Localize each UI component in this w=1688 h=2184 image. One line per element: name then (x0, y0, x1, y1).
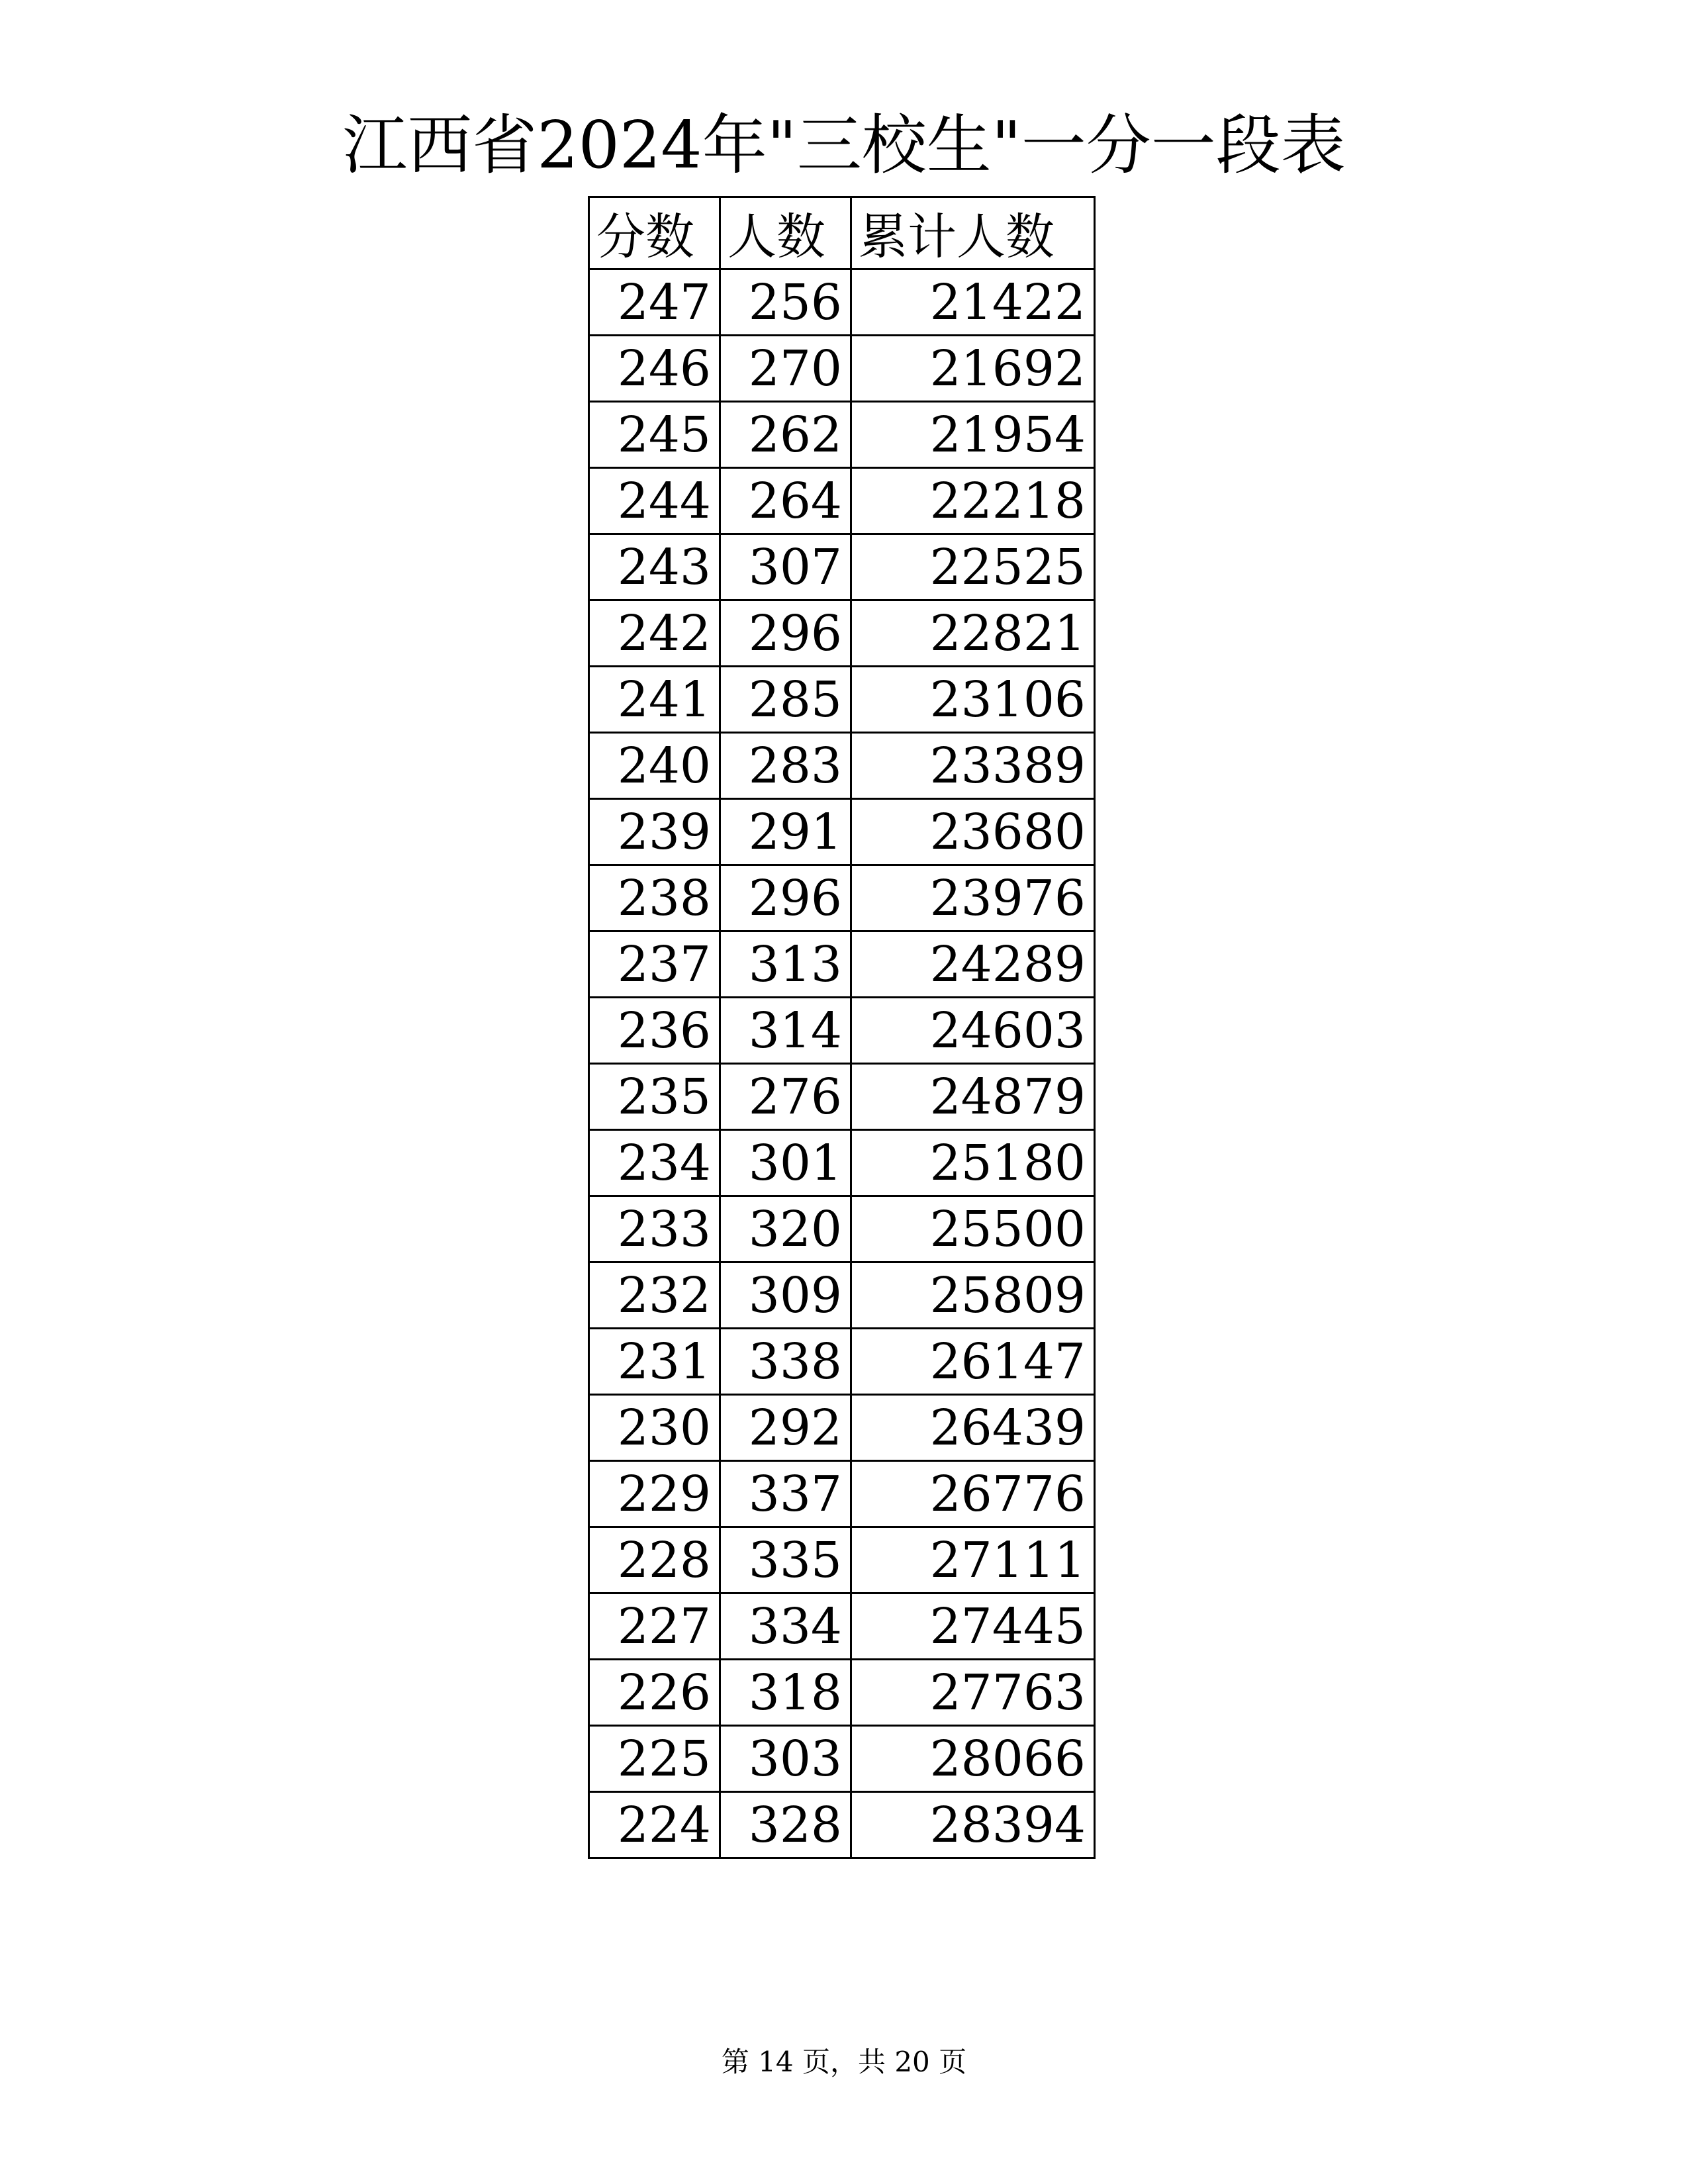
cumulative-cell: 27763 (851, 1660, 1095, 1726)
cumulative-cell: 27111 (851, 1527, 1095, 1593)
score-cell: 244 (589, 468, 720, 534)
score-cell: 240 (589, 733, 720, 799)
score-cell: 229 (589, 1461, 720, 1527)
count-cell: 291 (720, 799, 851, 865)
table-row (589, 733, 1095, 799)
cumulative-cell: 25809 (851, 1262, 1095, 1329)
table-row (589, 667, 1095, 733)
count-cell: 309 (720, 1262, 851, 1329)
page-footer: 第 14 页，共 20 页 (721, 2046, 967, 2078)
count-cell: 307 (720, 534, 851, 600)
cumulative-cell: 26776 (851, 1461, 1095, 1527)
count-cell: 338 (720, 1329, 851, 1395)
header-score: 分数 (589, 197, 720, 269)
score-cell: 225 (589, 1726, 720, 1792)
score-cell: 242 (589, 600, 720, 667)
cumulative-cell: 24879 (851, 1064, 1095, 1130)
cumulative-cell: 22218 (851, 468, 1095, 534)
header-cumulative: 累计人数 (851, 197, 1095, 269)
count-cell: 285 (720, 667, 851, 733)
count-cell: 283 (720, 733, 851, 799)
score-cell: 227 (589, 1593, 720, 1660)
table-row (589, 1395, 1095, 1461)
score-cell: 233 (589, 1196, 720, 1262)
score-cell: 247 (589, 269, 720, 336)
score-cell: 226 (589, 1660, 720, 1726)
cumulative-cell: 23680 (851, 799, 1095, 865)
table-row (589, 468, 1095, 534)
cumulative-cell: 23976 (851, 865, 1095, 931)
cumulative-cell: 26147 (851, 1329, 1095, 1395)
score-cell: 234 (589, 1130, 720, 1196)
table-row (589, 534, 1095, 600)
count-cell: 270 (720, 336, 851, 402)
count-cell: 262 (720, 402, 851, 468)
table-row (589, 1196, 1095, 1262)
score-cell: 235 (589, 1064, 720, 1130)
score-cell: 228 (589, 1527, 720, 1593)
count-cell: 313 (720, 931, 851, 998)
table-header-row (589, 197, 1095, 269)
score-cell: 246 (589, 336, 720, 402)
table-row (589, 1130, 1095, 1196)
table-row (589, 865, 1095, 931)
cumulative-cell: 24289 (851, 931, 1095, 998)
score-cell: 230 (589, 1395, 720, 1461)
score-cell: 224 (589, 1792, 720, 1858)
cumulative-cell: 24603 (851, 998, 1095, 1064)
count-cell: 296 (720, 865, 851, 931)
cumulative-cell: 23106 (851, 667, 1095, 733)
cumulative-cell: 21954 (851, 402, 1095, 468)
cumulative-cell: 28394 (851, 1792, 1095, 1858)
count-cell: 276 (720, 1064, 851, 1130)
cumulative-cell: 21422 (851, 269, 1095, 336)
score-cell: 238 (589, 865, 720, 931)
header-count: 人数 (720, 197, 851, 269)
cumulative-cell: 21692 (851, 336, 1095, 402)
page-title: 江西省2024年"三校生"一分一段表 (342, 108, 1346, 183)
table-row (589, 799, 1095, 865)
count-cell: 328 (720, 1792, 851, 1858)
table-row (589, 1593, 1095, 1660)
cumulative-cell: 28066 (851, 1726, 1095, 1792)
count-cell: 301 (720, 1130, 851, 1196)
count-cell: 334 (720, 1593, 851, 1660)
count-cell: 264 (720, 468, 851, 534)
table-row (589, 1660, 1095, 1726)
count-cell: 318 (720, 1660, 851, 1726)
count-cell: 320 (720, 1196, 851, 1262)
table-row (589, 402, 1095, 468)
table-row (589, 1262, 1095, 1329)
table-row (589, 931, 1095, 998)
score-cell: 231 (589, 1329, 720, 1395)
count-cell: 314 (720, 998, 851, 1064)
score-cell: 241 (589, 667, 720, 733)
count-cell: 337 (720, 1461, 851, 1527)
table-row (589, 998, 1095, 1064)
cumulative-cell: 25500 (851, 1196, 1095, 1262)
score-cell: 245 (589, 402, 720, 468)
count-cell: 303 (720, 1726, 851, 1792)
table-row (589, 600, 1095, 667)
table-row (589, 1527, 1095, 1593)
cumulative-cell: 22525 (851, 534, 1095, 600)
score-cell: 239 (589, 799, 720, 865)
cumulative-cell: 25180 (851, 1130, 1095, 1196)
table-row (589, 1792, 1095, 1858)
table-row (589, 1064, 1095, 1130)
cumulative-cell: 23389 (851, 733, 1095, 799)
table-row (589, 269, 1095, 336)
cumulative-cell: 27445 (851, 1593, 1095, 1660)
score-cell: 243 (589, 534, 720, 600)
count-cell: 256 (720, 269, 851, 336)
table-row (589, 1329, 1095, 1395)
cumulative-cell: 22821 (851, 600, 1095, 667)
score-distribution-table (588, 196, 1096, 1859)
count-cell: 296 (720, 600, 851, 667)
score-cell: 237 (589, 931, 720, 998)
score-cell: 236 (589, 998, 720, 1064)
table-row (589, 1461, 1095, 1527)
cumulative-cell: 26439 (851, 1395, 1095, 1461)
score-cell: 232 (589, 1262, 720, 1329)
table-row (589, 336, 1095, 402)
table-row (589, 1726, 1095, 1792)
count-cell: 292 (720, 1395, 851, 1461)
count-cell: 335 (720, 1527, 851, 1593)
